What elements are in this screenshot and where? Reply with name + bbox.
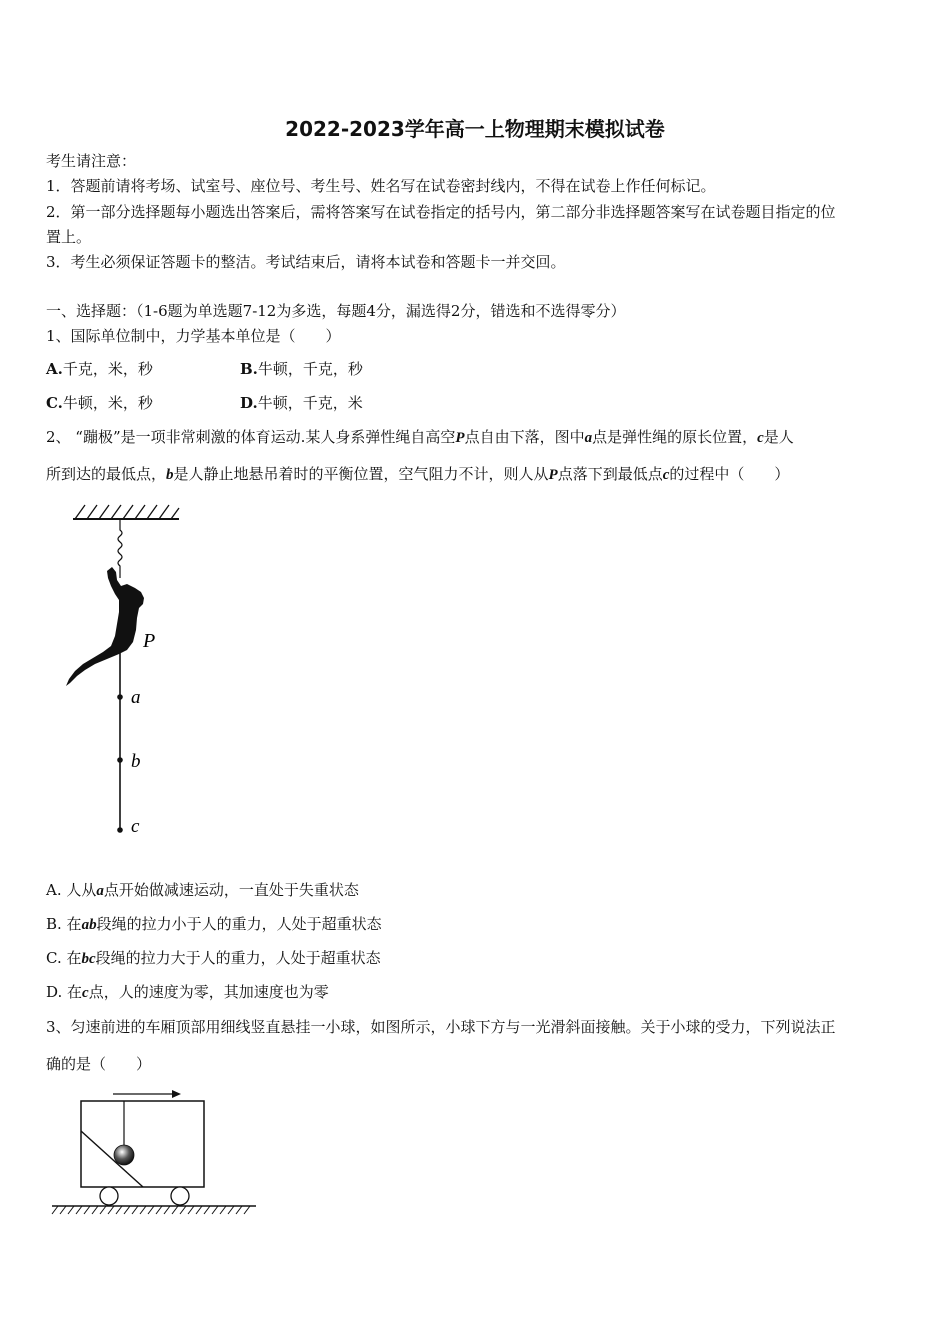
elastic-cord — [118, 519, 122, 578]
ground-hatch — [52, 1206, 250, 1214]
point-a — [117, 694, 123, 700]
point-c — [117, 827, 123, 833]
notice-item-2-cont: 置上。 — [46, 228, 92, 246]
notice-item-2: 2．第一部分选择题每小题选出答案后，需将答案写在试卷指定的括号内，第二部分非选择题答案写在试卷题目指定的位 — [46, 203, 836, 221]
q3-stem-line-1: 3、匀速前进的车厢顶部用细线竖直悬挂一小球，如图所示，小球下方与一光滑斜面接触。关于小球的受力，下列说法正 — [46, 1018, 836, 1036]
q1-option-d: D.牛顿，千克，米 — [240, 394, 363, 412]
label-b: b — [131, 751, 141, 772]
section-heading: 一、选择题：（1-6题为单选题7-12为多选，每题4分，漏选得2分，错选和不选得零分） — [46, 302, 626, 320]
q1-stem: 1、国际单位制中，力学基本单位是（ ） — [46, 327, 341, 345]
notice-item-3: 3．考生必须保证答题卡的整洁。考试结束后，请将本试卷和答题卡一并交回。 — [46, 253, 566, 271]
q1-option-b: B.牛顿，千克，秒 — [240, 360, 363, 378]
notice-heading: 考生请注意： — [46, 152, 137, 170]
cart-figure — [48, 1083, 263, 1218]
ceiling-hatch — [75, 505, 179, 519]
velocity-arrow-head — [172, 1090, 181, 1098]
jumper-silhouette — [66, 567, 144, 686]
q2-option-b: B. 在ab段绳的拉力小于人的重力，人处于超重状态 — [46, 915, 382, 933]
label-c: c — [131, 816, 140, 837]
incline — [81, 1131, 143, 1187]
label-P: P — [143, 630, 156, 652]
point-b — [117, 757, 123, 763]
q2-stem-line-2: 所到达的最低点，b是人静止地悬吊着时的平衡位置，空气阻力不计，则人从P点落下到最低点c的过程中（ ） — [46, 465, 790, 483]
notice-item-1: 1．答题前请将考场、试室号、座位号、考生号、姓名写在试卷密封线内，不得在试卷上作任何标记。 — [46, 177, 716, 195]
label-a: a — [131, 687, 141, 708]
bungee-figure — [55, 500, 195, 845]
ball — [114, 1145, 134, 1165]
q2-stem-line-1: 2、 “蹦极”是一项非常刺激的体育运动.某人身系弹性绳自高空P点自由下落，图中a点是弹性绳的原长位置，c是人 — [46, 428, 794, 446]
q3-stem-line-2: 确的是（ ） — [46, 1055, 152, 1073]
cart-body — [81, 1101, 204, 1187]
wheel-right — [171, 1187, 189, 1205]
q2-option-c: C. 在bc段绳的拉力大于人的重力，人处于超重状态 — [46, 949, 381, 967]
q1-option-c: C.牛顿，米，秒 — [46, 394, 153, 412]
page-title: 2022-2023学年高一上物理期末模拟试卷 — [285, 117, 665, 141]
q2-option-d: D. 在c点，人的速度为零，其加速度也为零 — [46, 983, 329, 1001]
q1-option-a: A.千克，米，秒 — [46, 360, 153, 378]
wheel-left — [100, 1187, 118, 1205]
q2-option-a: A. 人从a点开始做减速运动，一直处于失重状态 — [46, 881, 359, 899]
